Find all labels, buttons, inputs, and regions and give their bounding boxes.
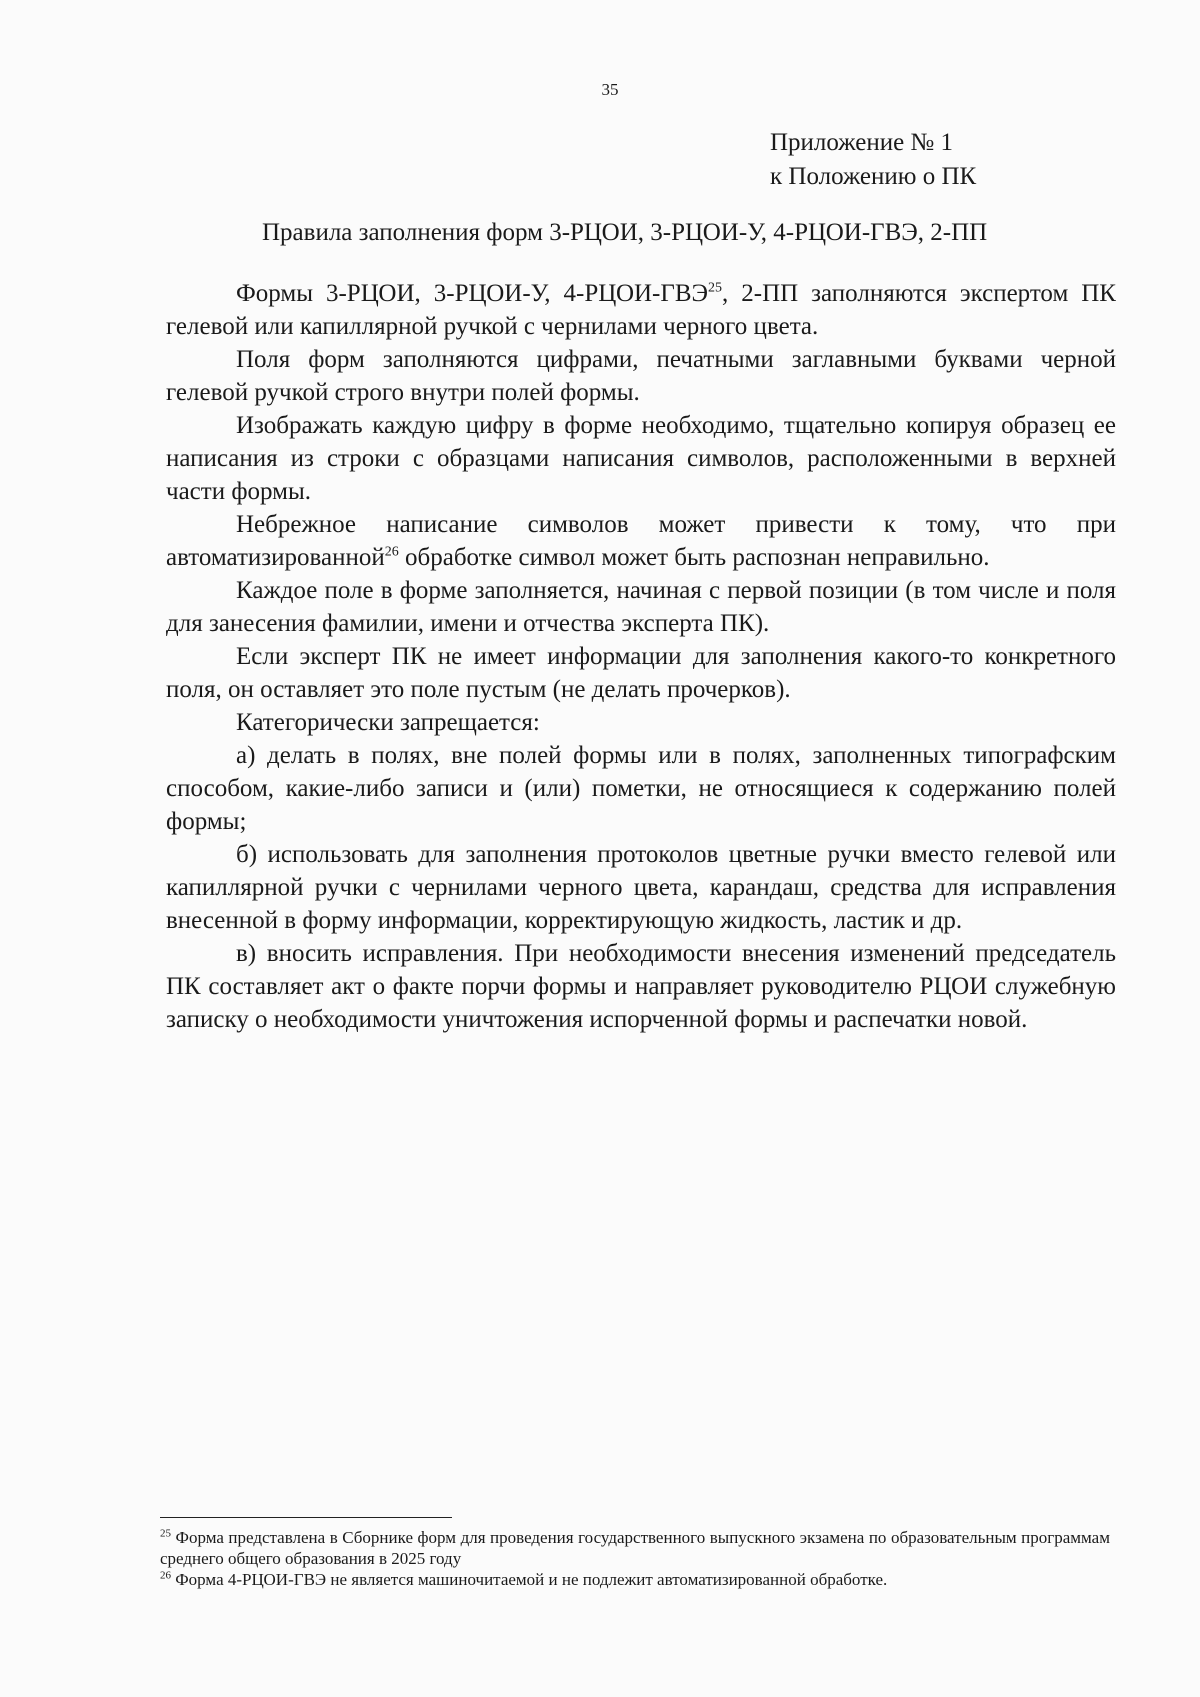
footnote: $^{25}$ Форма представлена в Сборнике форм для проведения государственного выпускного экзамена по образовательным программам среднего общего образования в 2025 году: [160, 1527, 1110, 1568]
list-item: б) использовать для заполнения протоколов цветные ручки вместо гелевой или капиллярной ручки с чернилами черного цвета, карандаш, средства для исправления внесенной в форму информации, корректирующую жидкость, ластик и др.: [166, 841, 1116, 934]
document-title: Правила заполнения форм 3-РЦОИ, 3-РЦОИ-У, 4-РЦОИ-ГВЭ, 2-ПП: [262, 219, 988, 246]
paragraph: Небрежное написание символов может привести к тому, что при автоматизированной$^{26}$ обработке символ может быть распознан неправильно.: [166, 511, 1116, 571]
footnote-ref: 26: [384, 544, 399, 560]
footnote-ref: 25: [708, 280, 723, 296]
list-item: в) вносить исправления. При необходимости внесения изменений председатель ПК составляет акт о факте порчи формы и направляет руководителю РЦОИ служебную записку о необходимости уничтожения испорченной формы и распечатки новой.: [166, 940, 1116, 1033]
footnotes: [160, 1527, 1110, 1590]
document-body: [166, 277, 1116, 1036]
paragraph: Если эксперт ПК не имеет информации для заполнения какого-то конкретного поля, он оставляет это поле пустым (не делать прочерков).: [166, 643, 1116, 703]
footnote-separator: [160, 1517, 452, 1518]
page-number: 35: [601, 80, 619, 99]
appendix-line-2: к Положению о ПК: [770, 163, 977, 190]
paragraph: Изображать каждую цифру в форме необходимо, тщательно копируя образец ее написания из строки с образцами написания символов, расположенными в верхней части формы.: [166, 412, 1116, 505]
footnote: $^{26}$ Форма 4-РЦОИ-ГВЭ не является машиночитаемой и не подлежит автоматизированной обработке.: [160, 1569, 888, 1589]
paragraph: Категорически запрещается:: [236, 709, 540, 736]
list-item: а) делать в полях, вне полей формы или в полях, заполненных типографским способом, какие-либо записи и (или) пометки, не относящиеся к содержанию полей формы;: [166, 742, 1116, 835]
paragraph: Формы 3-РЦОИ, 3-РЦОИ-У, 4-РЦОИ-ГВЭ$^{25}$, 2-ПП заполняются экспертом ПК гелевой или капиллярной ручкой с чернилами черного цвета.: [166, 280, 1116, 340]
paragraph: Каждое поле в форме заполняется, начиная с первой позиции (в том числе и поля для занесения фамилии, имени и отчества эксперта ПК).: [166, 577, 1116, 637]
appendix-line-1: Приложение № 1: [770, 129, 954, 156]
paragraph: Поля форм заполняются цифрами, печатными заглавными буквами черной гелевой ручкой строго внутри полей формы.: [166, 346, 1116, 406]
appendix-reference: [770, 126, 976, 194]
